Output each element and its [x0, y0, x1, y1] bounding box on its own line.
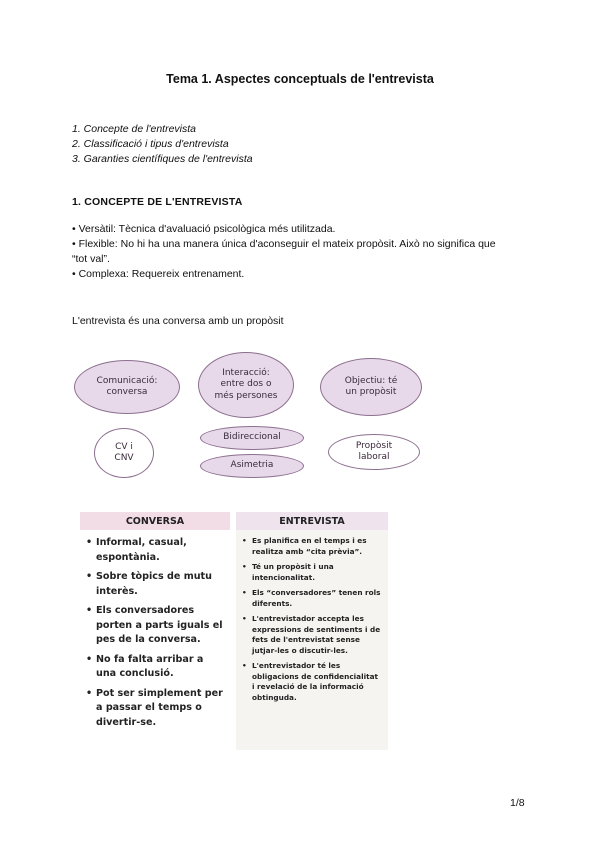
bullet-item: • Versàtil: Tècnica d'avaluació psicològica més utilitzada.	[72, 223, 336, 235]
conversa-column	[80, 512, 230, 750]
ellipse-asimetria	[200, 454, 304, 478]
bullet-icon: •	[242, 536, 247, 545]
ellipse-label: CNV	[114, 453, 134, 463]
bullet-icon: •	[86, 687, 93, 699]
bullet-icon: •	[86, 653, 93, 665]
list-item	[86, 653, 224, 682]
ellipse-label: entre dos o	[220, 379, 272, 390]
ellipse-cv-cnv	[94, 428, 154, 478]
list-item	[86, 570, 224, 599]
ellipse-label: més persones	[214, 390, 278, 401]
ellipse-label: Comunicació:	[96, 375, 158, 386]
ellipse-comunicacio	[74, 360, 180, 414]
bullet-icon: •	[242, 661, 247, 670]
bullet-icon: •	[242, 562, 247, 571]
page-title: Tema 1. Aspectes conceptuals de l'entrevista	[166, 72, 434, 86]
ellipse-label: Objectiu: té	[344, 375, 398, 386]
entrevista-column	[236, 512, 388, 750]
ellipse-label: Interacció:	[222, 367, 270, 378]
column-header: CONVERSA	[80, 512, 230, 530]
list-item	[242, 562, 382, 583]
table-of-contents	[72, 122, 253, 167]
list-item	[242, 661, 382, 703]
ellipse-label: laboral	[358, 452, 390, 462]
bullet-icon: •	[242, 588, 247, 597]
ellipse-bidireccional	[200, 426, 304, 450]
bullet-item-continuation: “tot val”.	[72, 253, 110, 265]
list-item	[86, 604, 224, 648]
ellipse-objectiu	[320, 358, 422, 416]
toc-item: 1. Concepte de l'entrevista	[72, 123, 196, 135]
ellipse-interaccio	[198, 352, 294, 418]
toc-item: 3. Garanties científiques de l'entrevista	[72, 153, 253, 165]
ellipse-label: un propòsit	[345, 387, 397, 397]
list-item-text: L'entrevistador accepta les expressions de sentiments i de fets de l'entrevistat sense jutjar-les o discutir-les.	[252, 614, 381, 655]
list-item	[86, 687, 224, 731]
list-item-text: No fa falta arribar a una conclusió.	[96, 653, 204, 679]
ellipse-label: Asimetria	[230, 460, 274, 471]
list-item-text: Es planifica en el temps i es realitza amb “cita prèvia”.	[252, 536, 367, 556]
bullet-icon: •	[242, 614, 247, 623]
ellipse-proposit-laboral	[328, 434, 420, 470]
ellipse-label: Propòsit	[355, 440, 393, 451]
list-item-text: Els conversadores porten a parts iguals el pes de la conversa.	[96, 605, 223, 645]
bullet-item: • Complexa: Requereix entrenament.	[72, 268, 245, 280]
list-item	[242, 536, 382, 557]
list-item-text: Els “conversadores” tenen rols diferents.	[252, 588, 381, 608]
list-item-text: Informal, casual, espontània.	[96, 537, 187, 563]
list-item-text: Té un propòsit i una intencionalitat.	[252, 562, 334, 582]
list-item-text: Pot ser simplement per a passar el temps o divertir-se.	[96, 687, 223, 728]
list-item	[242, 614, 382, 656]
intro-sentence: L'entrevista és una conversa amb un propòsit	[72, 315, 284, 327]
bullet-icon: •	[86, 605, 93, 616]
ellipse-label: Bidireccional	[223, 432, 281, 443]
list-item-text: L'entrevistador té les obligacions de confidencialitat i revelació de la informació obtinguda.	[252, 661, 378, 702]
bullet-icon: •	[86, 537, 93, 548]
bullet-item: • Flexible: No hi ha una manera única d'aconseguir el mateix propòsit. Això no significa que	[72, 238, 496, 250]
ellipse-label: conversa	[106, 387, 148, 397]
bullet-icon: •	[86, 571, 93, 582]
column-header: ENTREVISTA	[236, 512, 388, 530]
comparison-table	[80, 512, 388, 750]
list-item	[242, 588, 382, 609]
section-heading: 1. CONCEPTE DE L'ENTREVISTA	[72, 196, 243, 208]
bullet-list	[72, 222, 532, 282]
page-number: 1/8	[510, 797, 525, 809]
list-item	[86, 536, 224, 565]
concept-diagram	[74, 352, 450, 480]
toc-item: 2. Classificació i tipus d'entrevista	[72, 138, 229, 150]
ellipse-label: CV i	[115, 441, 133, 452]
list-item-text: Sobre tòpics de mutu interès.	[96, 571, 212, 597]
